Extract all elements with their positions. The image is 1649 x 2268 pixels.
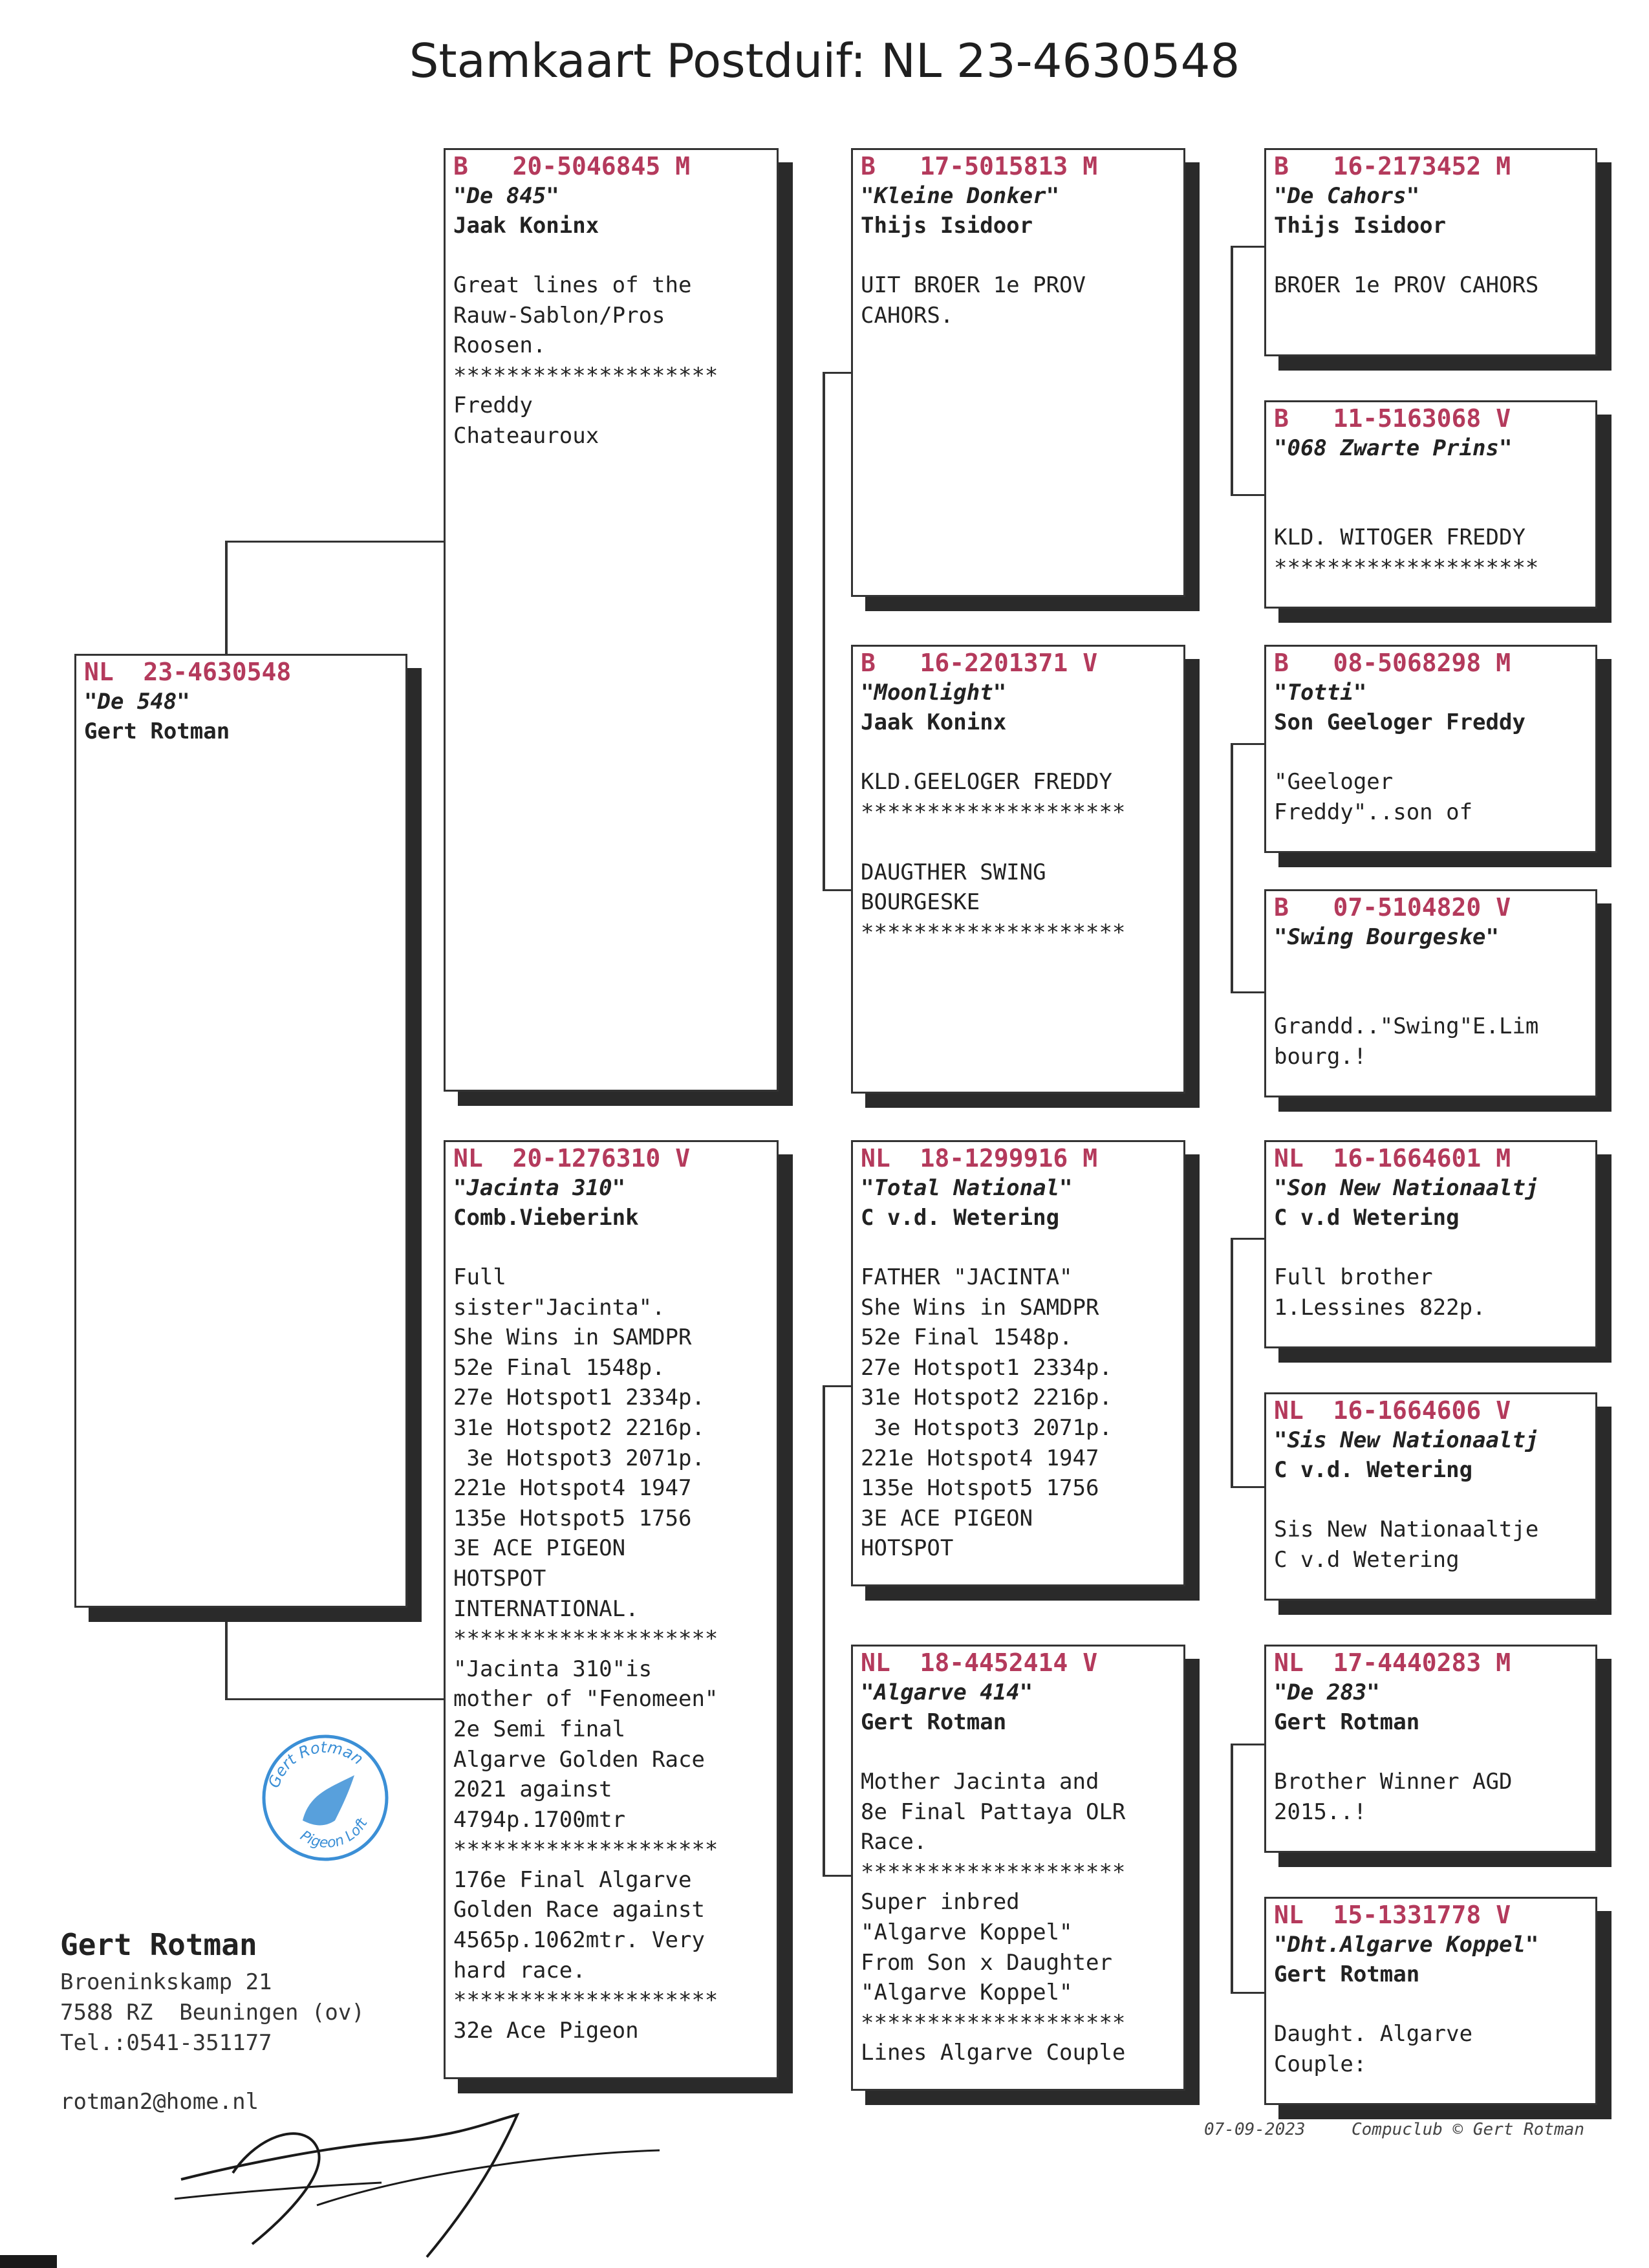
ring-number: NL 18-1299916 M	[861, 1144, 1098, 1172]
pigeon-info: KLD. WITOGER FREDDY ********************	[1274, 524, 1539, 581]
connector-line	[823, 1385, 851, 1387]
pigeon-name: "De 548"	[84, 689, 190, 715]
ring-number: B 08-5068298 M	[1274, 649, 1511, 677]
pedigree-card-mfm	[1264, 1392, 1597, 1601]
pedigree-card-ff	[851, 148, 1185, 597]
owner-name: Jaak Koninx	[861, 709, 1007, 735]
ring-number: B 20-5046845 M	[453, 152, 691, 180]
ring-number: NL 23-4630548	[84, 658, 292, 686]
owner-name: Jaak Koninx	[453, 213, 599, 239]
pedigree-card-fm	[851, 645, 1185, 1094]
pedigree-card-father	[444, 148, 779, 1092]
pigeon-info: UIT BROER 1e PROV CAHORS.	[861, 272, 1086, 329]
owner-name: Son Geeloger Freddy	[1274, 709, 1525, 735]
owner-name: Thijs Isidoor	[1274, 213, 1447, 239]
pedigree-card-fmm	[1264, 889, 1597, 1097]
pigeon-name: "De 283"	[1274, 1679, 1380, 1705]
pigeon-info: Brother Winner AGD 2015..!	[1274, 1769, 1513, 1825]
page-title: Stamkaart Postduif: NL 23-4630548	[409, 34, 1240, 88]
connector-line	[1231, 1992, 1264, 1994]
owner-name: Gert Rotman	[1274, 1961, 1420, 1987]
owner-name	[1274, 463, 1588, 493]
breeder-phone: Tel.:0541-351177	[60, 2030, 272, 2056]
breeder-city: 7588 RZ Beuningen (ov)	[60, 2000, 365, 2025]
owner-name: Gert Rotman	[861, 1709, 1007, 1735]
loft-stamp-icon	[257, 1730, 393, 1866]
owner-name: C v.d Wetering	[1274, 1205, 1460, 1231]
owner-name	[1274, 952, 1588, 982]
connector-line	[823, 1875, 851, 1877]
print-date: 07-09-2023	[1204, 2120, 1306, 2139]
pigeon-info: Grandd.."Swing"E.Lim bourg.!	[1274, 1013, 1539, 1070]
owner-name: Gert Rotman	[1274, 1709, 1420, 1735]
pigeon-info: "Geeloger Freddy"..son of	[1274, 769, 1473, 825]
owner-name: Comb.Vieberink	[453, 1205, 639, 1231]
corner-mark	[0, 2255, 57, 2268]
ring-number: B 16-2173452 M	[1274, 152, 1511, 180]
pigeon-info: Sis New Nationaaltje C v.d Wetering	[1274, 1517, 1539, 1573]
pigeon-name: "Sis New Nationaaltj	[1274, 1427, 1539, 1453]
connector-line	[1231, 494, 1264, 496]
ring-number: NL 17-4440283 M	[1274, 1648, 1511, 1677]
pigeon-info: Mother Jacinta and 8e Final Pattaya OLR Race. ******************** Super inbred "Algarve Koppel" From Son x Daughter "Algarve Koppel" ******************** Lines Algarve Couple	[861, 1769, 1126, 2066]
ring-number: B 17-5015813 M	[861, 152, 1098, 180]
pedigree-card-mother	[444, 1140, 779, 2079]
pigeon-name: "Moonlight"	[861, 680, 1007, 706]
pedigree-card-ffm	[1264, 400, 1597, 609]
pigeon-name: "De Cahors"	[1274, 183, 1420, 209]
pigeon-name: "068 Zwarte Prins"	[1274, 435, 1513, 461]
pigeon-name: "Dht.Algarve Koppel"	[1274, 1932, 1539, 1958]
connector-line	[1231, 1238, 1233, 1488]
pedigree-card-fmf	[1264, 645, 1597, 853]
pigeon-name: "Swing Bourgeske"	[1274, 924, 1499, 950]
breeder-name: Gert Rotman	[60, 1927, 257, 1962]
connector-line	[1231, 246, 1233, 496]
ring-number: NL 18-4452414 V	[861, 1648, 1098, 1677]
pigeon-name: "Jacinta 310"	[453, 1175, 626, 1201]
pigeon-info: KLD.GEELOGER FREDDY ******************** DAUGTHER SWING BOURGESKE ********************	[861, 769, 1126, 945]
pigeon-info: Daught. Algarve Couple:	[1274, 2021, 1473, 2077]
pedigree-card-mmf	[1264, 1645, 1597, 1853]
connector-line	[225, 1607, 228, 1700]
connector-line	[1231, 246, 1264, 248]
pedigree-card-mm	[851, 1645, 1185, 2091]
owner-name: C v.d. Wetering	[861, 1205, 1060, 1231]
pedigree-card-fff	[1264, 148, 1597, 356]
ring-number: NL 16-1664606 V	[1274, 1396, 1511, 1425]
stamp-top-text: Gert Rotman	[264, 1738, 367, 1791]
pigeon-name: "Kleine Donker"	[861, 183, 1060, 209]
connector-line	[1231, 743, 1264, 745]
pigeon-name: "Total National"	[861, 1175, 1073, 1201]
pedigree-card-mf	[851, 1140, 1185, 1586]
connector-line	[1231, 991, 1264, 993]
connector-line	[225, 1698, 444, 1700]
signature-icon	[155, 2095, 685, 2268]
ring-number: NL 20-1276310 V	[453, 1144, 691, 1172]
owner-name: Gert Rotman	[84, 718, 230, 744]
connector-line	[823, 889, 851, 891]
owner-name: C v.d. Wetering	[1274, 1457, 1473, 1483]
ring-number: NL 15-1331778 V	[1274, 1901, 1511, 1929]
ring-number: B 07-5104820 V	[1274, 893, 1511, 922]
connector-line	[823, 372, 851, 374]
ring-number: B 11-5163068 V	[1274, 404, 1511, 433]
pigeon-name: "De 845"	[453, 183, 559, 209]
pedigree-card-subject	[74, 654, 407, 1608]
pigeon-name: "Totti"	[1274, 680, 1367, 706]
connector-line	[225, 541, 444, 543]
pigeon-info: BROER 1e PROV CAHORS	[1274, 272, 1539, 298]
connector-line	[225, 541, 228, 654]
breeder-email: rotman2@home.nl	[60, 2089, 259, 2115]
connector-line	[823, 372, 825, 891]
pigeon-info: Full brother 1.Lessines 822p.	[1274, 1264, 1486, 1321]
pigeon-info: FATHER "JACINTA" She Wins in SAMDPR 52e Final 1548p. 27e Hotspot1 2334p. 31e Hotspot2 2216p. 3e Hotspot3 2071p. 221e Hotspot4 1947 135e Hotspot5 1756 3E ACE PIGEON HOTSPOT	[861, 1264, 1112, 1562]
connector-line	[1231, 1744, 1233, 1994]
stamp-bottom-text: Pigeon Loft	[297, 1815, 371, 1852]
connector-line	[1231, 743, 1233, 993]
ring-number: B 16-2201371 V	[861, 649, 1098, 677]
connector-line	[823, 1385, 825, 1877]
owner-name: Thijs Isidoor	[861, 213, 1033, 239]
pedigree-card-mff	[1264, 1140, 1597, 1348]
connector-line	[1231, 1486, 1264, 1488]
pigeon-info: Full sister"Jacinta". She Wins in SAMDPR 52e Final 1548p. 27e Hotspot1 2334p. 31e Hotspot2 2216p. 3e Hotspot3 2071p. 221e Hotspot4 1947 135e Hotspot5 1756 3E ACE PIGEON HOTSPOT INTERNATIONAL. ******************** "Jacinta 310"is mother of "Fenomeen" 2e Semi final Algarve Golden Race 2021 against 4794p.1700mtr ******************** 176e Final Algarve Golden Race against 4565p.1062mtr. Very hard race. ******************** 32e Ace Pigeon	[453, 1264, 718, 2044]
pigeon-info: Great lines of the Rauw-Sablon/Pros Roosen. ******************** Freddy Chateauroux	[453, 272, 718, 449]
pigeon-name: "Son New Nationaaltj	[1274, 1175, 1539, 1201]
ring-number: NL 16-1664601 M	[1274, 1144, 1511, 1172]
software-credit: Compuclub © Gert Rotman	[1352, 2120, 1585, 2139]
pedigree-card-mmm	[1264, 1897, 1597, 2105]
pigeon-name: "Algarve 414"	[861, 1679, 1033, 1705]
connector-line	[1231, 1238, 1264, 1240]
connector-line	[1231, 1744, 1264, 1745]
breeder-street: Broeninkskamp 21	[60, 1969, 272, 1995]
